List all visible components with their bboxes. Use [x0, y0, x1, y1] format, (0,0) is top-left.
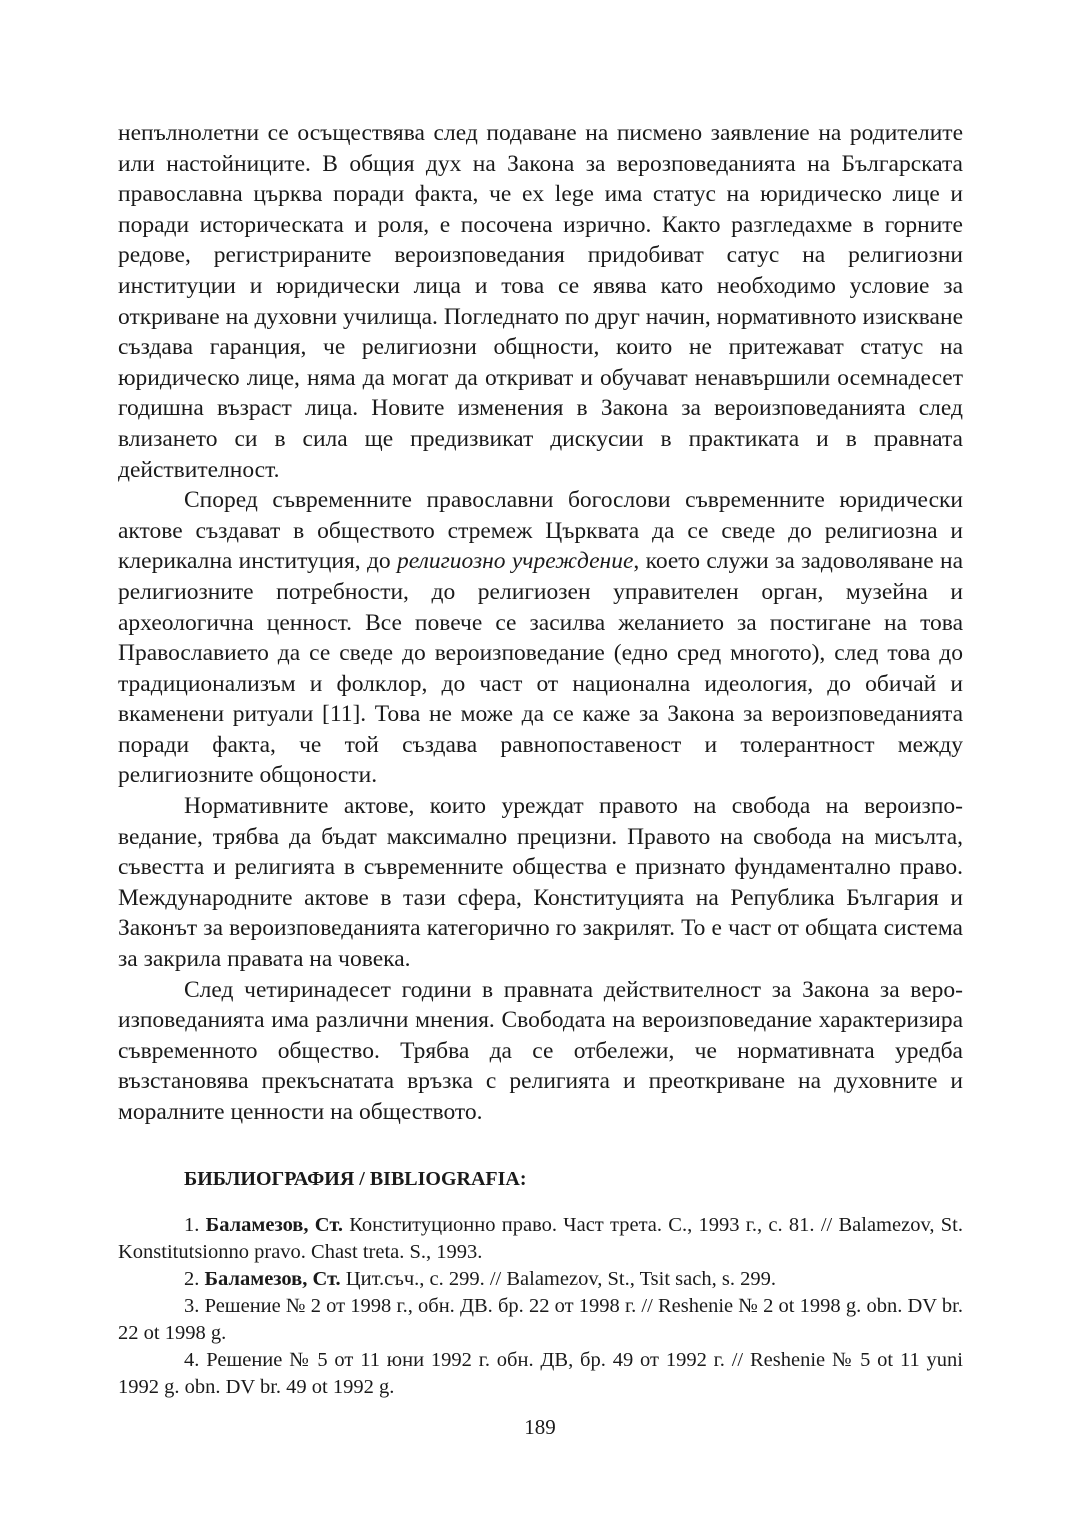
body-text [118, 118, 963, 1128]
bibliography-item-text: Цит.съч., с. 299. // Balamezov, St., Tsit sach, s. 299. [345, 1267, 776, 1290]
bibliography-item-text: Решение № 2 от 1998 г., обн. ДВ. бр. 22 от 1998 г. // Reshenie № 2 ot 1998 g. obn. DV br. 22 ot 1998 g. [118, 1294, 964, 1344]
bibliography-list [118, 1212, 963, 1401]
bibliography-item [118, 1293, 963, 1347]
text-run: След четиринадесет години в правната действителност за Закона за вероизповеданията има различни мнения. Свободата на вероизповедание характеризира съвременното общество. Трябва да се отбележи, че нормативната уредба възстановява прекъснатата връзка с религията и преоткриване на духовните и моралните ценности на обществото. [118, 976, 963, 1125]
bibliography-item-author: Баламезов, Ст. [204, 1267, 341, 1290]
bibliography-item [118, 1266, 963, 1293]
body-paragraph [118, 118, 963, 485]
bibliography-item [118, 1347, 963, 1401]
body-paragraph [118, 975, 963, 1128]
body-paragraph [118, 485, 963, 791]
bibliography-item-text: Конституционно право. Част трета. С., 1993 г., с. 81. // Balamezov, St. Konstitutsionno pravo. Chast treta. S., 1993. [118, 1213, 963, 1263]
bibliography-heading: БИБЛИОГРАФИЯ / BIBLIOGRAFIA: [184, 1167, 527, 1190]
page-content [118, 118, 963, 1401]
text-run: Нормативните актове, които уреждат правото на свобода на вероизповедание, трябва да бъдат максимално прецизни. Правото на свобода на мисълта, съвестта и религията в съвременните общества е признато фундаментално право. Международните актове в тази сфера, Конституцията на Република България и Законът за вероизповеданията категорично го закрилят. То е част от общата система за закрила правата на човека. [118, 793, 963, 973]
text-run: непълнолетни се осъществява след подаване на писмено заявление на родителите или настойниците. В общия дух на Закона за верозповеданията на Българската православна църква поради факта, че ex lege има статус на юридическо лице и поради историческата и роля, е посочена изрично. Както разгледахме в горните редове, регистрираните вероизповедания придобиват сатус на религиозни институции и юридически лица и това се явява като необходимо условие за откриване на духовни училища. Погледнато по друг начин, нормативното изискване създава гаранция, че религиозни общности, които не притежават статус на юридическо лице, няма да могат да откриват и обучават ненавършили осемнадесет годишна възраст лица. Новите изменения в Закона за вероизповеданията след влизането си в сила ще предизвикат дискусии в практиката и в правната действителност. [118, 120, 963, 483]
bibliography-item-number: 1. [184, 1213, 200, 1236]
bibliography-item-author: Баламезов, Ст. [205, 1213, 343, 1236]
bibliography-item-number: 2. [184, 1267, 200, 1290]
bibliography-item-text: Решение № 5 от 11 юни 1992 г. обн. ДВ, бр. 49 от 1992 г. // Reshenie № 5 ot 11 yuni 1992 g. obn. DV br. 49 ot 1992 g. [118, 1348, 963, 1398]
text-run: Според съвременните православни богослови съвременните юридически актове създават в обществото стремеж Църквата да се сведе до религиозна и клерикална институция, до [118, 487, 963, 575]
text-run: , което служи за задоволяване на религиозните потребности, до религиозен управителен орган, музейна и археологична ценност. Все повече се засилва желанието за постигане на това Православието да се сведе до вероизповедание (едно сред многото), след това до традиционализъм и фолклор, до част от национална идеология, до обичай и вкаменени ритуали [11]. Това не може да се каже за Закона за вероизповеданията поради факта, че той създава равнопоставеност и толерантност между религиозните общоности. [118, 548, 963, 789]
body-paragraph [118, 791, 963, 975]
italic-phrase: религиозно учреждение [397, 548, 634, 575]
page-number: 189 [524, 1415, 556, 1439]
bibliography-item-number: 4. [184, 1348, 200, 1371]
bibliography-item [118, 1212, 963, 1266]
bibliography-item-number: 3. [184, 1294, 200, 1317]
